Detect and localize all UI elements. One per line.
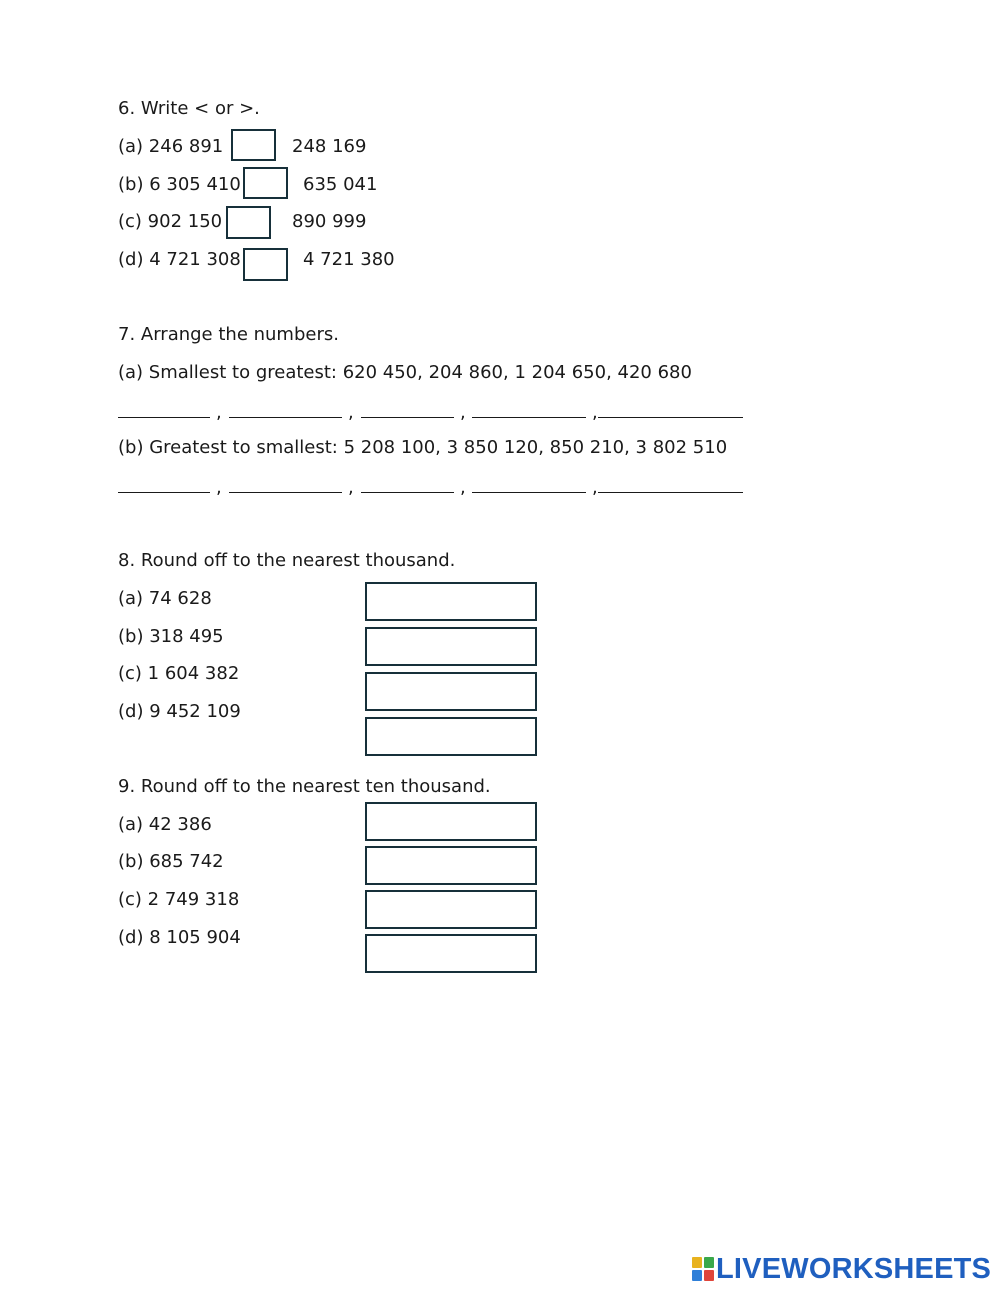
q6-a-answer-box[interactable]: [231, 129, 276, 161]
q7-a-blank-5[interactable]: [598, 417, 743, 418]
q7-b-blank-2[interactable]: [229, 492, 342, 493]
q9-b-label: (b) 685 742: [118, 851, 224, 872]
logo-text: LIVEWORKSHEETS: [716, 1252, 992, 1285]
q7-b-blank-4[interactable]: [472, 492, 586, 493]
q6-b-right: 635 041: [303, 174, 378, 195]
q7-a-blank-1[interactable]: [118, 417, 210, 418]
q7-a-comma-1: ,: [216, 402, 222, 423]
q6-c-right: 890 999: [292, 211, 367, 232]
q7-a-blank-3[interactable]: [361, 417, 454, 418]
q6-c-answer-box[interactable]: [226, 206, 271, 239]
q7-b-blank-5[interactable]: [598, 492, 743, 493]
q6-b-label: (b) 6 305 410: [118, 174, 241, 195]
q6-c-label: (c) 902 150: [118, 211, 223, 232]
q9-a-label: (a) 42 386: [118, 814, 212, 835]
q9-answer-box-1[interactable]: [365, 802, 537, 841]
q7-b-comma-4: ,: [592, 477, 598, 498]
q6-a-label: (a) 246 891: [118, 136, 224, 157]
q8-d-label: (d) 9 452 109: [118, 701, 241, 722]
q9-title: 9. Round off to the nearest ten thousand.: [118, 776, 491, 797]
q6-a-right: 248 169: [292, 136, 367, 157]
q8-a-label: (a) 74 628: [118, 588, 212, 609]
q7-a-blank-2[interactable]: [229, 417, 342, 418]
q9-answer-box-4[interactable]: [365, 934, 537, 973]
q7-a-comma-3: ,: [460, 402, 466, 423]
q6-b-answer-box[interactable]: [243, 167, 288, 199]
q7-a-comma-4: ,: [592, 402, 598, 423]
logo-square-4: [704, 1270, 714, 1281]
q7-b-comma-2: ,: [348, 477, 354, 498]
q6-d-label: (d) 4 721 308: [118, 249, 241, 270]
logo-square-1: [692, 1257, 702, 1268]
q7-b-comma-1: ,: [216, 477, 222, 498]
q8-title: 8. Round off to the nearest thousand.: [118, 550, 456, 571]
q7-a-comma-2: ,: [348, 402, 354, 423]
q9-answer-box-3[interactable]: [365, 890, 537, 929]
q6-title: 6. Write < or >.: [118, 98, 260, 119]
q9-c-label: (c) 2 749 318: [118, 889, 240, 910]
q6-d-right: 4 721 380: [303, 249, 395, 270]
q9-d-label: (d) 8 105 904: [118, 927, 241, 948]
q8-answer-box-3[interactable]: [365, 672, 537, 711]
q6-d-answer-box[interactable]: [243, 248, 288, 281]
q7-b-text: (b) Greatest to smallest: 5 208 100, 3 850 120, 850 210, 3 802 510: [118, 437, 728, 458]
q8-answer-box-4[interactable]: [365, 717, 537, 756]
q8-b-label: (b) 318 495: [118, 626, 224, 647]
q7-b-blank-1[interactable]: [118, 492, 210, 493]
q7-b-comma-3: ,: [460, 477, 466, 498]
q7-b-blank-3[interactable]: [361, 492, 454, 493]
q7-a-blank-4[interactable]: [472, 417, 586, 418]
q7-a-text: (a) Smallest to greatest: 620 450, 204 860, 1 204 650, 420 680: [118, 362, 692, 383]
liveworksheets-logo: [692, 1252, 991, 1286]
logo-square-3: [692, 1270, 702, 1281]
logo-square-2: [704, 1257, 714, 1268]
q9-answer-box-2[interactable]: [365, 846, 537, 885]
logo-mark-icon: [692, 1257, 714, 1281]
q8-c-label: (c) 1 604 382: [118, 663, 240, 684]
q8-answer-box-2[interactable]: [365, 627, 537, 666]
q8-answer-box-1[interactable]: [365, 582, 537, 621]
q7-title: 7. Arrange the numbers.: [118, 324, 339, 345]
